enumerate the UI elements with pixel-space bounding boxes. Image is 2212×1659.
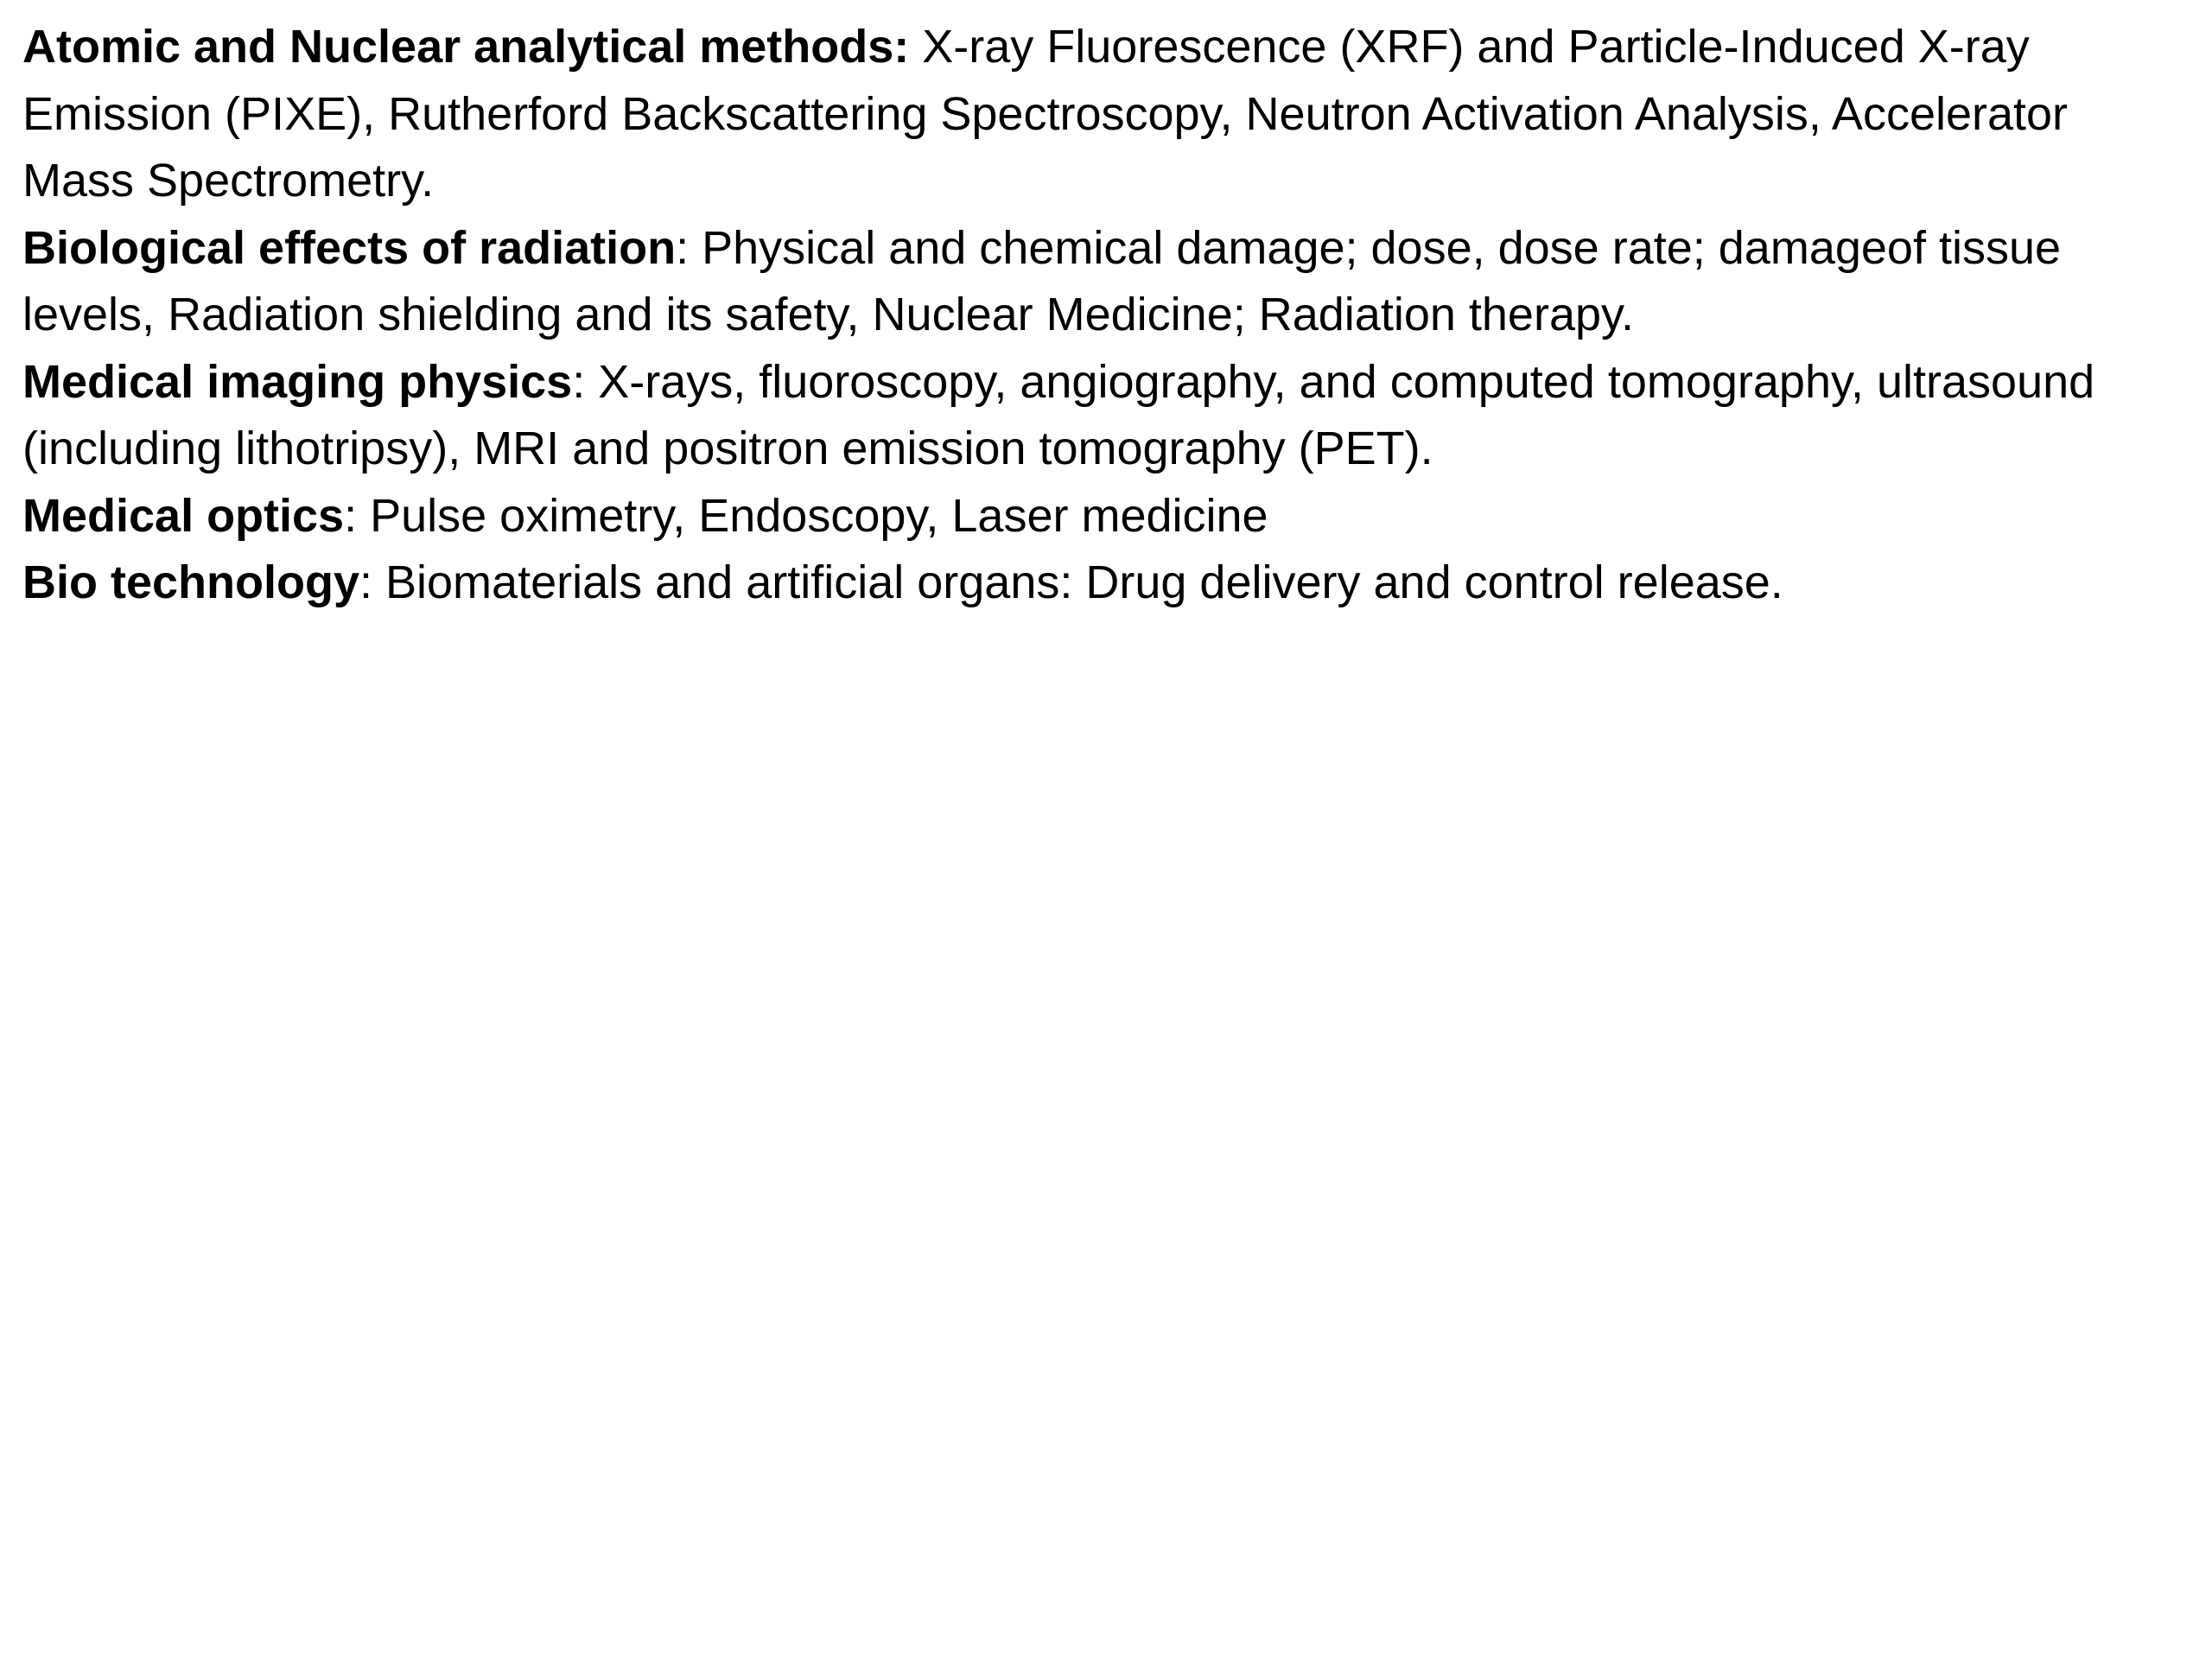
entry-term: Medical optics	[22, 489, 345, 542]
entry-text: : X-rays, fluoroscopy, angiography, and computed tomography, ultrasound (including lithotripsy), MRI and positron emission tomography (PET).	[22, 355, 2095, 474]
entry-text: : Pulse oximetry, Endoscopy, Laser medicine	[344, 489, 1268, 542]
entry-medical-optics	[22, 483, 2191, 550]
entry-atomic-nuclear-methods	[22, 14, 2191, 215]
entry-text: : Physical and chemical damage; dose, dose rate; damageof tissue levels, Radiation shielding and its safety, Nuclear Medicine; Radiation therapy.	[22, 221, 2062, 340]
entry-term: Biological effects of radiation	[22, 221, 677, 274]
entry-term: Atomic and Nuclear analytical methods:	[22, 21, 910, 73]
entry-bio-technology	[22, 550, 2191, 617]
entry-term: Bio technology	[22, 556, 359, 608]
entry-medical-imaging-physics	[22, 349, 2191, 483]
entry-text: X-ray Fluorescence (XRF) and Particle-Induced X-ray Emission (PIXE), Rutherford Backscattering Spectroscopy, Neutron Activation Analysis, Accelerator Mass Spectrometry.	[22, 21, 2069, 207]
entry-biological-effects	[22, 215, 2191, 349]
document-body	[22, 14, 2191, 617]
entry-term: Medical imaging physics	[22, 355, 573, 408]
entry-text: : Biomaterials and artificial organs: Drug delivery and control release.	[359, 556, 1783, 608]
